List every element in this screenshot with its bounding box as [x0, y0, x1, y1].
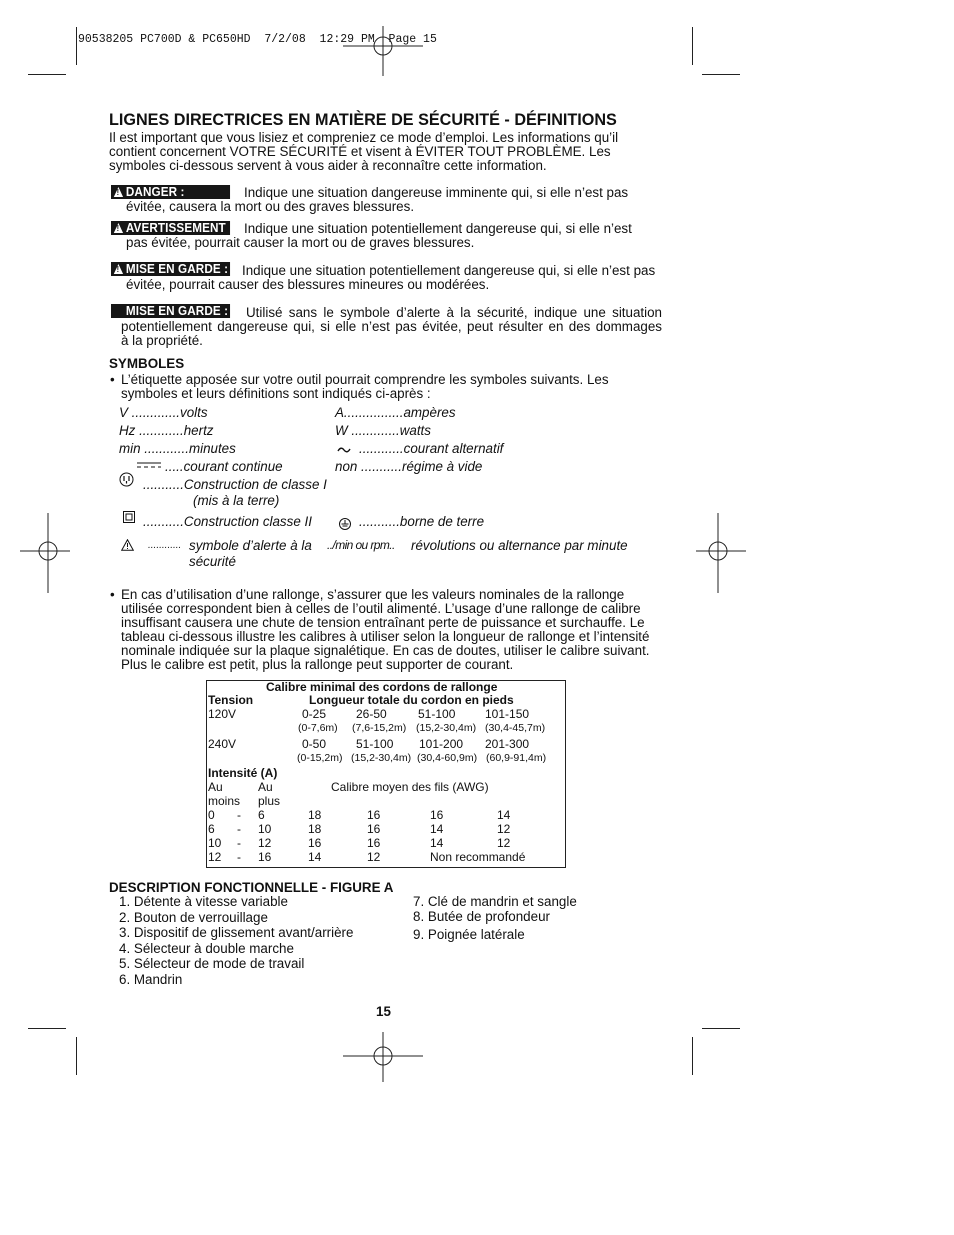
- table-cell: moins: [208, 794, 241, 808]
- signal-text: Utilisé sans le symbole d’alerte à la sécurité, indique une situation: [246, 305, 662, 320]
- table-cell: (15,2-30,4m): [416, 722, 477, 734]
- description-item: 2. Bouton de verrouillage: [119, 910, 268, 925]
- table-cell: Au: [258, 780, 273, 794]
- earth-terminal-icon: [339, 518, 351, 530]
- symbol-class-ii: ...........Construction classe II: [143, 514, 312, 529]
- avertissement-label: !AVERTISSEMENT :: [111, 221, 230, 235]
- table-cell: 12: [208, 850, 222, 864]
- symbol-amperes: A................ampères: [335, 405, 456, 420]
- table-cell: 101-200: [419, 737, 464, 751]
- table-cell: (60,9-91,4m): [486, 752, 547, 764]
- symbol-no-load: non ...........régime à vide: [335, 459, 483, 474]
- table-cell: 240V: [208, 737, 237, 751]
- registration-mark-icon: [696, 513, 746, 593]
- crop-mark: [28, 74, 66, 75]
- extension-line: En cas d’utilisation d’une rallonge, s’assurer que les valeurs nominales de la rallonge: [121, 587, 625, 602]
- symbol-class-i: ...........Construction de classe I: [143, 477, 327, 492]
- intro-line: symboles ci-dessous servent à vous aider à reconnaître cette information.: [109, 158, 547, 173]
- table-cell: 26-50: [356, 707, 387, 721]
- table-cell: (0-7,6m): [298, 722, 338, 734]
- crop-mark: [702, 1028, 740, 1029]
- table-cell: 14: [308, 850, 322, 864]
- signal-text: Indique une situation dangereuse imminente qui, si elle n’est pas: [244, 185, 629, 200]
- table-cell: 0-50: [302, 737, 327, 751]
- signal-text: évitée, causera la mort ou des graves blessures.: [126, 199, 415, 214]
- table-cell: Non recommandé: [430, 850, 526, 864]
- symbol-class-i-note: (mis à la terre): [193, 493, 280, 508]
- table-cell: 14: [430, 836, 444, 850]
- page-title: LIGNES DIRECTRICES EN MATIÈRE DE SÉCURITÉ - DÉFINITIONS: [109, 111, 617, 129]
- crop-mark: [692, 1037, 693, 1075]
- mise-en-garde-label: !MISE EN GARDE :: [111, 262, 230, 276]
- crop-mark: [28, 1028, 66, 1029]
- description-item: 8. Butée de profondeur: [413, 909, 550, 924]
- registration-mark-icon: [343, 1032, 423, 1082]
- table-cell: 16: [258, 850, 272, 864]
- crop-mark: [692, 27, 693, 65]
- table-cell: 16: [367, 822, 381, 836]
- table-cell: 51-100: [418, 707, 456, 721]
- table-cell: 12: [497, 836, 511, 850]
- table-cell: -: [237, 822, 241, 836]
- signal-text: potentiellement dangereuse qui, si elle n’est pas évitée, peut résulter en des dommages: [121, 319, 662, 334]
- page-number: 15: [376, 1004, 391, 1019]
- table-cell: 0: [208, 808, 215, 822]
- symbol-safety-alert: symbole d’alerte à la: [189, 538, 312, 553]
- description-item: 3. Dispositif de glissement avant/arrière: [119, 925, 354, 940]
- class-i-construction-icon: [119, 472, 134, 487]
- table-cell: 0-25: [302, 707, 327, 721]
- registration-mark-icon: [20, 513, 70, 593]
- table-cell: 16: [367, 836, 381, 850]
- bullet: •: [110, 372, 115, 387]
- table-cell: 12: [367, 850, 381, 864]
- table-cell: 10: [258, 822, 272, 836]
- table-cell: 16: [308, 836, 322, 850]
- description-item: 1. Détente à vitesse variable: [119, 894, 288, 909]
- extension-line: Plus le calibre est petit, plus la rallonge peut supporter de courant.: [121, 657, 514, 672]
- table-cell: (30,4-45,7m): [485, 722, 546, 734]
- table-cell: Au: [208, 780, 223, 794]
- warning-triangle-icon: [114, 223, 123, 233]
- table-cell: 10: [208, 836, 222, 850]
- direct-current-icon: [137, 461, 161, 469]
- intro-line: Il est important que vous lisiez et compreniez ce mode d’emploi. Les informations qu’il: [109, 130, 619, 145]
- table-cell: 12: [497, 822, 511, 836]
- symbol-safety-alert-cont: sécurité: [189, 554, 236, 569]
- safety-alert-icon: [121, 539, 134, 551]
- table-cell: (0-15,2m): [297, 752, 343, 764]
- symbols-intro: symboles et leurs définitions sont indiqués ci-après :: [121, 386, 431, 401]
- table-gauge-heading: Calibre moyen des fils (AWG): [331, 780, 489, 794]
- danger-label: !DANGER :: [111, 185, 230, 199]
- description-heading: DESCRIPTION FONCTIONNELLE - FIGURE A: [109, 880, 394, 895]
- table-amp-heading: Intensité (A): [208, 766, 278, 780]
- table-cell: 16: [367, 808, 381, 822]
- symbol-hertz: Hz ............hertz: [119, 423, 214, 438]
- symbols-heading: SYMBOLES: [109, 356, 185, 371]
- table-cell: -: [237, 836, 241, 850]
- symbol-alternating-current: ............courant alternatif: [359, 441, 504, 456]
- crop-mark: [702, 74, 740, 75]
- class-ii-construction-icon: [123, 511, 135, 523]
- symbol-rpm-definition: révolutions ou alternance par minute: [411, 538, 628, 553]
- table-cell: plus: [258, 794, 281, 808]
- extension-line: tableau ci-dessous illustre les calibres à utiliser selon la longueur de rallonge et l’intensité: [121, 629, 650, 644]
- signal-text: Indique une situation potentiellement dangereuse qui, si elle n’est: [244, 221, 632, 236]
- table-cell: 16: [430, 808, 444, 822]
- description-item: 9. Poignée latérale: [413, 927, 525, 942]
- table-cell: 14: [497, 808, 511, 822]
- table-header-length: Longueur totale du cordon en pieds: [309, 693, 514, 707]
- warning-triangle-icon: [114, 187, 123, 197]
- symbols-intro: L’étiquette apposée sur votre outil pourrait comprendre les symboles suivants. Les: [121, 372, 609, 387]
- table-cell: -: [237, 850, 241, 864]
- table-cell: 6: [208, 822, 215, 836]
- signal-text: pas évitée, pourrait causer la mort ou de graves blessures.: [126, 235, 475, 250]
- print-slug: 90538205 PC700D & PC650HD 7/2/08 12:29 PM Page 15: [78, 33, 437, 46]
- extension-cord-table: [206, 680, 566, 868]
- signal-text: évitée, pourrait causer des blessures mineures ou modérées.: [126, 277, 490, 292]
- mise-en-garde-label: MISE EN GARDE :: [111, 304, 230, 318]
- extension-line: nominale indiquée sur la plaque signalétique. En cas de doutes, utiliser le calibre suivant.: [121, 643, 650, 658]
- signal-text: à la propriété.: [121, 333, 203, 348]
- table-cell: 120V: [208, 707, 237, 721]
- symbol-volts: V .............volts: [119, 405, 208, 420]
- table-cell: 51-100: [356, 737, 394, 751]
- description-item: 7. Clé de mandrin et sangle: [413, 894, 577, 909]
- crop-mark: [76, 27, 77, 65]
- table-cell: (15,2-30,4m): [351, 752, 412, 764]
- symbol-minutes: min ............minutes: [119, 441, 236, 456]
- extension-line: insuffisant causera une chute de tension entraînant perte de puissance et surchauffe. Le: [121, 615, 645, 630]
- description-item: 6. Mandrin: [119, 972, 183, 987]
- signal-text: Indique une situation potentiellement dangereuse qui, si elle n’est pas: [242, 263, 656, 278]
- table-title: Calibre minimal des cordons de rallonge: [266, 680, 498, 694]
- symbol-earth-terminal: ...........borne de terre: [359, 514, 485, 529]
- warning-triangle-icon: [114, 264, 123, 274]
- table-cell: -: [237, 808, 241, 822]
- table-cell: (7,6-15,2m): [352, 722, 407, 734]
- symbol-safety-alert-dots: ............: [148, 540, 182, 551]
- table-header-tension: Tension: [208, 693, 254, 707]
- extension-line: utilisée correspondent bien à celles de l’outil alimenté. L’usage d’une rallonge de calibre: [121, 601, 641, 616]
- table-cell: 18: [308, 808, 322, 822]
- alternating-current-icon: [337, 446, 351, 454]
- table-cell: 14: [430, 822, 444, 836]
- table-cell: (30,4-60,9m): [417, 752, 478, 764]
- table-cell: 101-150: [485, 707, 530, 721]
- description-item: 5. Sélecteur de mode de travail: [119, 956, 305, 971]
- crop-mark: [76, 1037, 77, 1075]
- table-cell: 18: [308, 822, 322, 836]
- intro-line: contient concernent VOTRE SÉCURITÉ et visent à ÉVITER TOUT PROBLÈME. Les: [109, 144, 611, 159]
- table-cell: 12: [258, 836, 272, 850]
- table-cell: 6: [258, 808, 265, 822]
- table-cell: 201-300: [485, 737, 530, 751]
- description-item: 4. Sélecteur à double marche: [119, 941, 294, 956]
- symbol-rpm: ../min ou rpm..: [327, 538, 395, 552]
- symbol-direct-current: .....courant continue: [165, 459, 283, 474]
- bullet: •: [110, 587, 115, 602]
- symbol-watts: W .............watts: [335, 423, 431, 438]
